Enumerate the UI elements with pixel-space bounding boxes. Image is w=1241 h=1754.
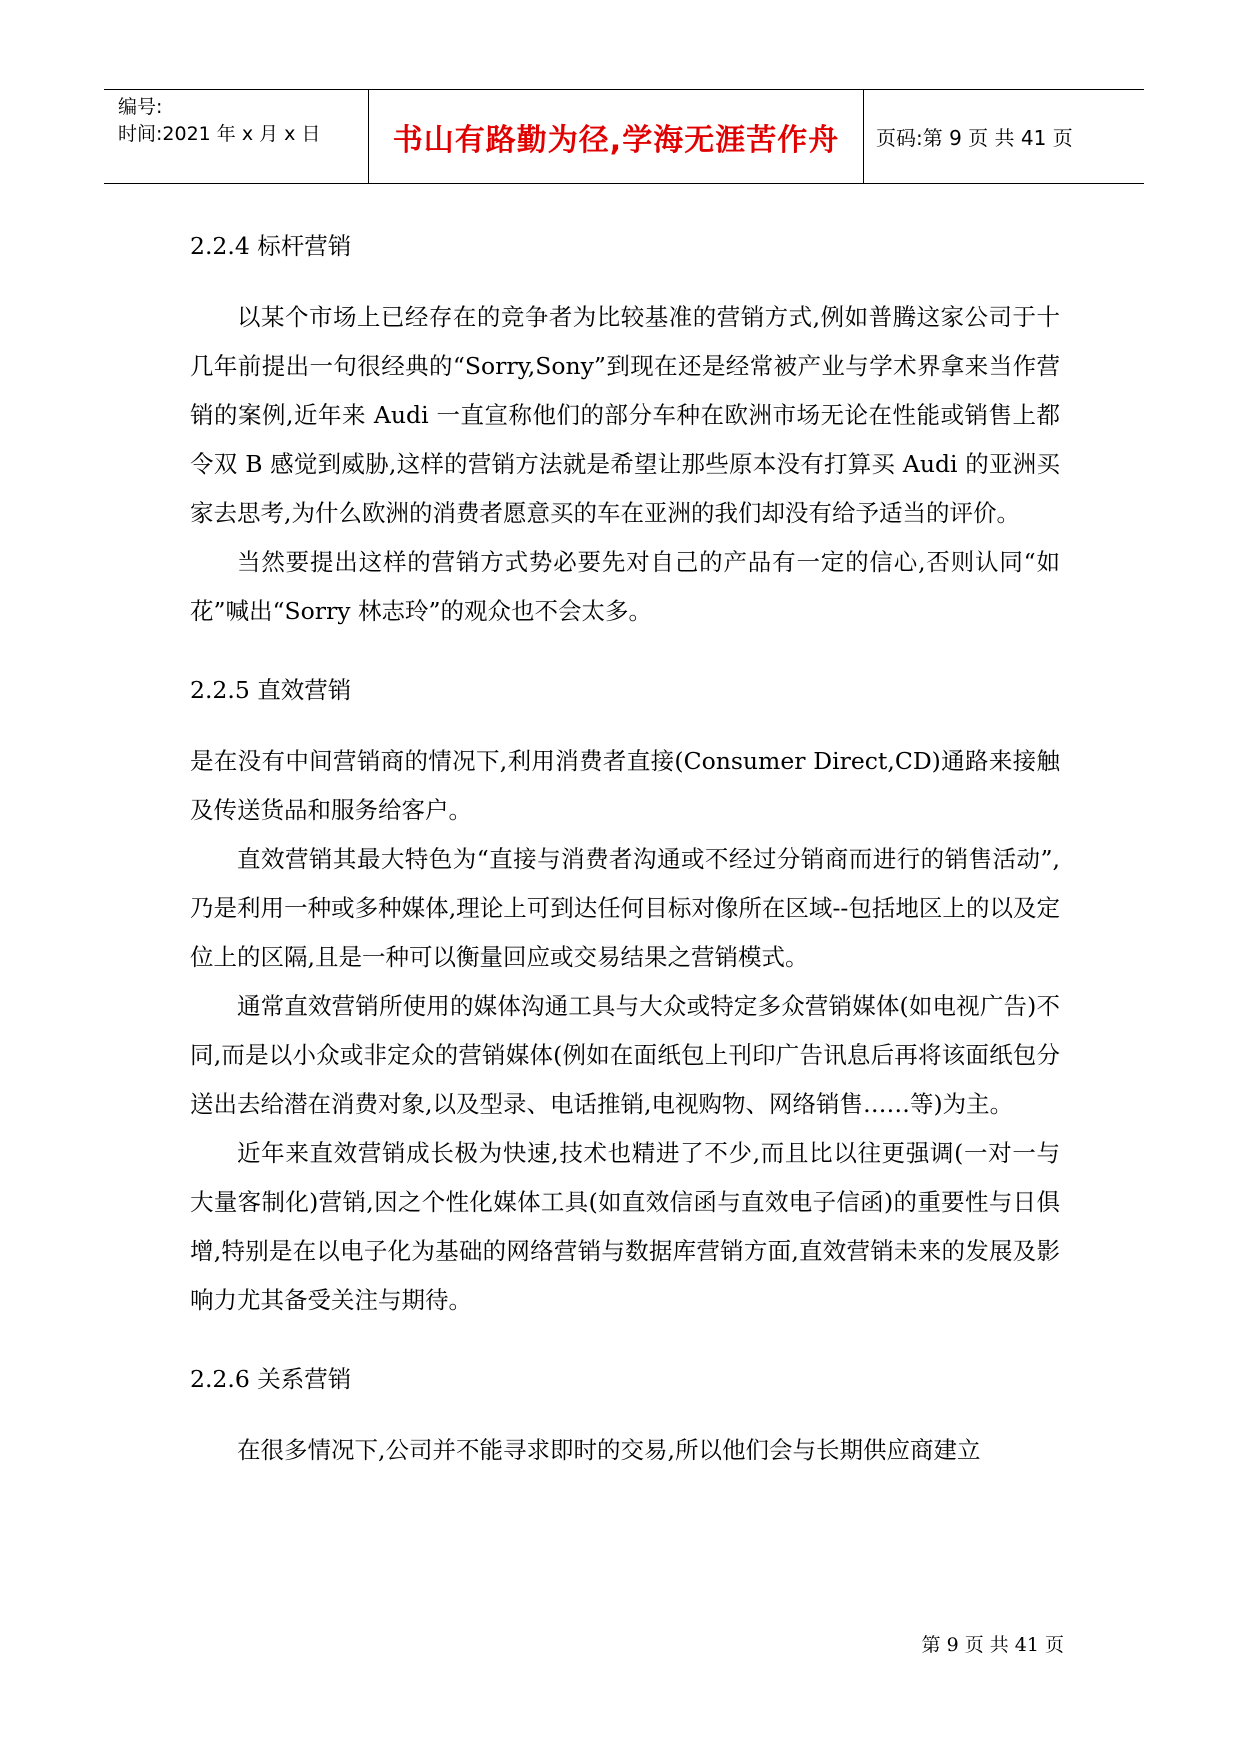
footer-page-number: 第 9 页 共 41 页 xyxy=(921,1634,1064,1656)
paragraph: 是在没有中间营销商的情况下,利用消费者直接(Consumer Direct,CD)通路来接触及传送货品和服务给客户。 xyxy=(190,747,1060,824)
header-motto-cell xyxy=(369,90,864,183)
document-time-label: 时间:2021 年 x 月 x 日 xyxy=(118,123,321,145)
paragraph: 当然要提出这样的营销方式势必要先对自己的产品有一定的信心,否则认同“如花”喊出“Sorry 林志玲”的观众也不会太多。 xyxy=(190,548,1060,625)
section-heading: 2.2.4 标杆营销 xyxy=(190,232,352,260)
paragraph: 通常直效营销所使用的媒体沟通工具与大众或特定多众营销媒体(如电视广告)不同,而是以小众或非定众的营销媒体(例如在面纸包上刊印广告讯息后再将该面纸包分送出去给潜在消费对象,以及型录、电话推销,电视购物、网络销售……等)为主。 xyxy=(190,992,1060,1118)
header-page-cell xyxy=(864,90,1144,183)
paragraph: 直效营销其最大特色为“直接与消费者沟通或不经过分销商而进行的销售活动”,乃是利用一种或多种媒体,理论上可到达任何目标对像所在区域--包括地区上的以及定位上的区隔,且是一种可以衡量回应或交易结果之营销模式。 xyxy=(190,845,1060,971)
paragraph: 以某个市场上已经存在的竞争者为比较基准的营销方式,例如普腾这家公司于十几年前提出一句很经典的“Sorry,Sony”到现在还是经常被产业与学术界拿来当作营销的案例,近年来 Audi 一直宣称他们的部分车种在欧洲市场无论在性能或销售上都令双 B 感觉到威胁,这样的营销方法就是希望让那些原本没有打算买 Audi 的亚洲买家去思考,为什么欧洲的消费者愿意买的车在亚洲的我们却没有给予适当的评价。 xyxy=(190,303,1060,527)
section-heading: 2.2.6 关系营销 xyxy=(190,1365,352,1393)
section-heading: 2.2.5 直效营销 xyxy=(190,676,352,704)
document-number-label: 编号: xyxy=(118,96,163,118)
paragraph: 在很多情况下,公司并不能寻求即时的交易,所以他们会与长期供应商建立 xyxy=(237,1436,981,1464)
paragraph: 近年来直效营销成长极为快速,技术也精进了不少,而且比以往更强调(一对一与大量客制化)营销,因之个性化媒体工具(如直效信函与直效电子信函)的重要性与日俱增,特别是在以电子化为基础的网络营销与数据库营销方面,直效营销未来的发展及影响力尤其备受关注与期待。 xyxy=(190,1139,1060,1314)
page-header xyxy=(104,89,1144,184)
header-motto: 书山有路勤为径,学海无涯苦作舟 xyxy=(392,122,840,158)
page-footer xyxy=(0,1630,1064,1657)
header-page-label: 页码:第 9 页 共 41 页 xyxy=(876,126,1073,150)
document-body xyxy=(190,222,1060,1475)
header-meta xyxy=(104,90,369,183)
